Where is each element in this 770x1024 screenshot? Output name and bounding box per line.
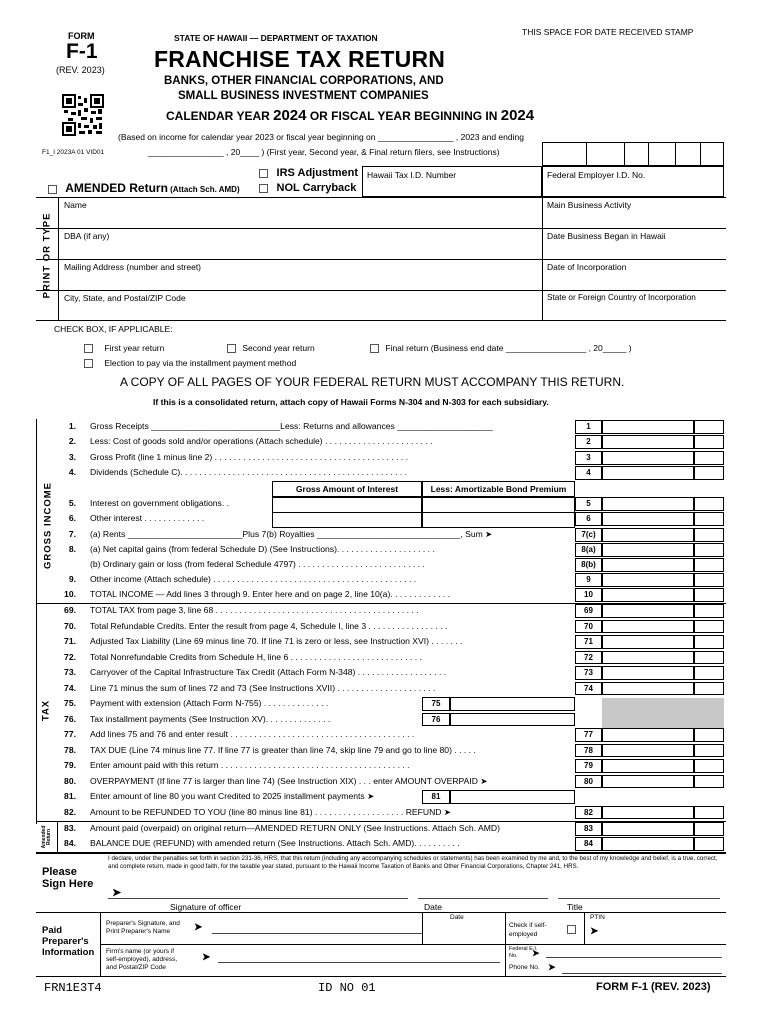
tax-section-label: TAX: [40, 699, 52, 722]
cents-input-3[interactable]: [694, 451, 724, 465]
irs-adjustment-option: [259, 167, 358, 179]
amount-input-71[interactable]: [602, 635, 694, 649]
amount-input-73[interactable]: [602, 666, 694, 680]
line-number: 71.: [64, 636, 76, 646]
final-return-label: Final return (Business end date _________________ , 20_____ ): [385, 343, 632, 353]
phone-label: Phone No.: [509, 964, 540, 971]
cents-input-8a[interactable]: [694, 543, 724, 557]
ptin-arrow-icon: ➤: [590, 926, 599, 937]
amount-input-80[interactable]: [602, 775, 694, 789]
preparer-signature-label: Preparer's Signature, and Print Preparer's Name: [106, 920, 180, 935]
based-on-line: (Based on income for calendar year 2023 or fiscal year beginning on ________________ , 2023 and ending: [118, 132, 524, 142]
amount-input-72[interactable]: [602, 651, 694, 665]
amended-return-option: [48, 181, 240, 195]
footer-id-no: ID NO 01: [318, 981, 376, 995]
amount-input-8a[interactable]: [602, 543, 694, 557]
cents-input-80[interactable]: [694, 775, 724, 789]
check-if-applicable-heading: CHECK BOX, IF APPLICABLE:: [54, 324, 173, 334]
line-number: 5.: [68, 498, 76, 508]
signature-date-line[interactable]: [418, 898, 548, 899]
cents-input-83[interactable]: [694, 822, 724, 836]
preparer-federal-ein-label: Federal E.I. No.: [509, 946, 538, 959]
final-return-option: [370, 343, 632, 353]
line-box-82: 82: [575, 806, 602, 820]
preparer-arrow-icon: ➤: [194, 922, 203, 933]
mailing-address-field[interactable]: [64, 262, 201, 272]
line-text: Other income (Attach schedule) . . . . . . . . . . . . . . . . . . . . . . . . . . . . . . . . . . . . . . . . . . .: [90, 574, 417, 584]
line-box-6: 6: [575, 512, 602, 526]
state-incorporation-field[interactable]: [547, 293, 696, 302]
form-label: FORM: [68, 31, 95, 41]
line-box-7c: 7(c): [575, 528, 602, 542]
line-number: 2.: [68, 436, 76, 446]
amount-input-1[interactable]: [602, 420, 694, 434]
date-incorporation-label: Date of Incorporation: [547, 262, 627, 272]
line-box-8b: 8(b): [575, 558, 602, 572]
cents-input-1[interactable]: [694, 420, 724, 434]
date-stamp-space: THIS SPACE FOR DATE RECEIVED STAMP: [522, 27, 694, 37]
line-box-8a: 8(a): [575, 543, 602, 557]
cents-input-69[interactable]: [694, 604, 724, 618]
irs-adjustment-label: IRS Adjustment: [276, 167, 359, 179]
line-box-77: 77: [575, 728, 602, 742]
fiscal-year: 2024: [500, 107, 535, 124]
line-text: (b) Ordinary gain or loss (from federal Schedule 4797) . . . . . . . . . . . . . . . . . . . . . . . . . . .: [90, 559, 425, 569]
cents-input-84[interactable]: [694, 837, 724, 851]
col-gross-interest: Gross Amount of Interest: [272, 481, 422, 497]
dba-label: DBA (if any): [64, 231, 110, 241]
amount-input-69[interactable]: [602, 604, 694, 618]
line-box-76: 76: [422, 713, 450, 727]
date-business-began-field[interactable]: [547, 231, 666, 241]
line-number: 72.: [64, 651, 76, 662]
line-number: 9.: [68, 574, 76, 584]
first-year-option: [84, 343, 164, 353]
sign-arrow-icon: ➤: [112, 887, 122, 899]
phone-line[interactable]: [562, 973, 722, 974]
fiscal-year-text: OR FISCAL YEAR BEGINNING IN: [306, 109, 501, 123]
amount-input-75[interactable]: [450, 697, 575, 711]
irs-adjustment-checkbox[interactable]: [259, 169, 268, 178]
amount-input-2[interactable]: [602, 435, 694, 449]
cents-input-2[interactable]: [694, 435, 724, 449]
nol-carryback-option: [259, 182, 356, 194]
line-text: (a) Rents ________________________Plus 7(b) Royalties ______________________________, Sum ➤: [90, 529, 493, 539]
amount-input-82[interactable]: [602, 806, 694, 820]
line-text: Interest on government obligations. .: [90, 498, 230, 508]
line-text: OVERPAYMENT (If line 77 is larger than line 74) (See Instruction XIX) . . . enter AMOUNT OVERPAID ➤: [90, 775, 488, 786]
amended-return-checkbox[interactable]: [48, 185, 57, 194]
cents-input-79[interactable]: [694, 759, 724, 773]
line-text: (a) Net capital gains (from federal Schedule D) (See Instructions). . . . . . . . . . . . . . . . . . . . .: [90, 544, 435, 554]
line-text: Enter amount paid with this return . . . . . . . . . . . . . . . . . . . . . . . . . . . . . . . . . . . . . . . .: [90, 760, 410, 770]
line-box-10: 10: [575, 588, 602, 602]
form-revision: (REV. 2023): [56, 65, 105, 75]
line-text: Total Nonrefundable Credits from Schedule H, line 6 . . . . . . . . . . . . . . . . . . . . . . . . . . . .: [90, 651, 422, 662]
preparer-signature-line[interactable]: [212, 933, 422, 934]
line-number: 82.: [64, 806, 76, 817]
cents-input-82[interactable]: [694, 806, 724, 820]
declaration-text: I declare, under the penalties set forth in section 231-36, HRS, that this return (including any accompanying schedules or statements) has been examined by me and, to the best of my knowledge and belief, is a true, correct, and complete return, made in good faith, for the taxable year stated, pursuant to the Hawaii Income Taxation of Banks and Other Financial Corporations, Chapter 241, HRS.: [108, 855, 718, 870]
second-year-label: Second year return: [242, 343, 315, 353]
amended-return-note: (Attach Sch. AMD): [170, 185, 240, 194]
line-number: 83.: [64, 823, 76, 833]
date-incorporation-field[interactable]: [547, 262, 626, 272]
qr-code: [62, 94, 104, 136]
main-business-field[interactable]: [547, 200, 631, 210]
amount-input-77[interactable]: [602, 728, 694, 742]
line-number: 84.: [64, 838, 76, 848]
amount-input-79[interactable]: [602, 759, 694, 773]
firm-name-line[interactable]: [218, 962, 500, 963]
election-label: Election to pay via the installment payment method: [104, 358, 297, 368]
agency-name: STATE OF HAWAII — DEPARTMENT OF TAXATION: [174, 33, 378, 43]
amount-input-76[interactable]: [450, 713, 575, 727]
name-field[interactable]: [64, 200, 87, 210]
cents-input-71[interactable]: [694, 635, 724, 649]
form-subtitle-2: SMALL BUSINESS INVESTMENT COMPANIES: [178, 90, 429, 102]
based-on-line-2: ________________ , 20____ ) (First year, Second year, & Final return filers, see Instructions): [148, 147, 500, 157]
nol-carryback-label: NOL Carryback: [276, 182, 357, 194]
line-text: Amount to be REFUNDED TO YOU (line 80 minus line 81) . . . . . . . . . . . . . . . . . . . REFUND ➤: [90, 806, 452, 817]
amount-input-5[interactable]: [602, 497, 694, 511]
cents-input-4[interactable]: [694, 466, 724, 480]
line-box-83: 83: [575, 822, 602, 836]
line-text: Gross Receipts ___________________________Less: Returns and allowances ____________________: [90, 421, 493, 431]
line-box-74: 74: [575, 682, 602, 696]
amount-input-74[interactable]: [602, 682, 694, 696]
city-state-zip-label: City, State, and Postal/ZIP Code: [64, 293, 186, 303]
line-box-78: 78: [575, 744, 602, 758]
signature-title-line[interactable]: [558, 898, 720, 899]
cents-input-9[interactable]: [694, 573, 724, 587]
signature-title-label: Title: [567, 902, 583, 912]
firm-name-label: Firm's name (or yours if self-employed), address, and Postal/ZIP Code: [106, 948, 178, 971]
line-text: TOTAL TAX from page 3, line 68 . . . . . . . . . . . . . . . . . . . . . . . . . . . . . . . . . . . . . . . . . . .: [90, 605, 419, 615]
line-box-81: 81: [422, 790, 450, 804]
line-number: 70.: [64, 620, 76, 631]
amount-input-3[interactable]: [602, 451, 694, 465]
line-text: Dividends (Schedule C). . . . . . . . . . . . . . . . . . . . . . . . . . . . . . . . . . . . . . . . . . . . . . . .: [90, 467, 408, 477]
city-state-zip-field[interactable]: [64, 293, 186, 303]
amount-input-6[interactable]: [602, 512, 694, 526]
cents-input-10[interactable]: [694, 588, 724, 602]
second-year-checkbox[interactable]: [227, 344, 236, 353]
line-text: Line 71 minus the sum of lines 72 and 73 (See Instructions XVII) . . . . . . . . . . . . . . . . . . . . .: [90, 682, 436, 693]
line-number: 7.: [68, 529, 76, 539]
line-number: 81.: [64, 791, 76, 801]
line-number: 6.: [68, 513, 76, 523]
preparer-ein-line[interactable]: [546, 957, 722, 958]
line-number: 79.: [64, 760, 76, 770]
state-incorporation-label: State or Foreign Country of Incorporation: [547, 293, 696, 302]
line-number: 3.: [68, 452, 76, 462]
line-box-80: 80: [575, 775, 602, 789]
line-box-5: 5: [575, 497, 602, 511]
cents-input-74[interactable]: [694, 682, 724, 696]
line-number: 73.: [64, 667, 76, 677]
line-box-84: 84: [575, 837, 602, 851]
signature-line[interactable]: [108, 898, 408, 899]
line-box-4: 4: [575, 466, 602, 480]
mailing-address-label: Mailing Address (number and street): [64, 262, 202, 272]
line-box-72: 72: [575, 651, 602, 665]
election-option: [84, 358, 296, 368]
form-number: F-1: [66, 40, 98, 63]
amended-section-label: Amended Return: [41, 825, 52, 849]
line-text: Gross Profit (line 1 minus line 2) . . . . . . . . . . . . . . . . . . . . . . . . . . . . . . . . . . . . . . . . .: [90, 452, 409, 462]
self-employed-checkbox[interactable]: [567, 925, 576, 934]
line-number: 80.: [64, 775, 76, 786]
final-return-checkbox[interactable]: [370, 344, 379, 353]
line-text: Add lines 75 and 76 and enter result . . . . . . . . . . . . . . . . . . . . . . . . . . . . . . . . . . . . . . .: [90, 729, 415, 739]
footer-form-rev: FORM F-1 (REV. 2023): [596, 981, 711, 993]
cents-input-70[interactable]: [694, 620, 724, 634]
cents-input-6[interactable]: [694, 512, 724, 526]
line-number: 4.: [68, 467, 76, 477]
amount-input-81[interactable]: [450, 790, 575, 804]
line-text: Adjusted Tax Liability (Line 69 minus line 70. If line 71 is zero or less, see Instruction XVI) . . . . . . .: [90, 636, 463, 646]
amount-input-9[interactable]: [602, 573, 694, 587]
line-text: BALANCE DUE (REFUND) with amended return (See Instructions. Attach Sch. AMD). . . . . . . . . .: [90, 838, 460, 848]
cents-input-5[interactable]: [694, 497, 724, 511]
line-box-1: 1: [575, 420, 602, 434]
line-text: Tax installment payments (See Instruction XV). . . . . . . . . . . . . .: [90, 713, 331, 724]
ein-arrow-icon: ➤: [532, 948, 540, 958]
line-box-79: 79: [575, 759, 602, 773]
consolidated-notice: If this is a consolidated return, attach copy of Hawaii Forms N-304 and N-303 for each subsidiary.: [153, 397, 549, 407]
cents-input-78[interactable]: [694, 744, 724, 758]
federal-ein-field[interactable]: [542, 166, 724, 197]
federal-ein-digit-boxes[interactable]: [542, 142, 724, 166]
dba-field[interactable]: [64, 231, 109, 241]
form-subtitle-1: BANKS, OTHER FINANCIAL CORPORATIONS, AND: [164, 75, 444, 87]
main-business-label: Main Business Activity: [547, 200, 632, 210]
line-text: TAX DUE (Line 74 minus line 77. If line 77 is greater than line 74, skip line 79 and go to line 80) . . . . .: [90, 744, 476, 755]
line-box-3: 3: [575, 451, 602, 465]
calendar-year-line: [166, 107, 534, 124]
amount-input-78[interactable]: [602, 744, 694, 758]
amended-return-label: AMENDED Return: [65, 181, 168, 195]
line-box-73: 73: [575, 666, 602, 680]
line-text: Less: Cost of goods sold and/or operations (Attach schedule) . . . . . . . . . . . . . . . . . . . . . . .: [90, 436, 433, 446]
line-number: 8.: [68, 544, 76, 554]
line-number: 77.: [64, 729, 76, 739]
amount-input-83[interactable]: [602, 822, 694, 836]
phone-arrow-icon: ➤: [548, 962, 556, 972]
gross-income-label: GROSS INCOME: [42, 482, 54, 569]
line-text: TOTAL INCOME — Add lines 3 through 9. Enter here and on page 2, line 10(a). . . . . . . . . . . . .: [90, 589, 451, 599]
amount-input-8b[interactable]: [602, 558, 694, 572]
line-text: Total Refundable Credits. Enter the result from page 4, Schedule I, line 3 . . . . . . . . . . . . . . . . .: [90, 620, 448, 631]
election-checkbox[interactable]: [84, 359, 93, 368]
line-number: 75.: [64, 698, 76, 708]
line-text: Payment with extension (Attach Form N-755) . . . . . . . . . . . . . .: [90, 698, 329, 708]
interest-premium-inputs[interactable]: [422, 497, 575, 528]
hawaii-tax-id-field[interactable]: [362, 166, 542, 197]
line-number: 74.: [64, 682, 76, 693]
calendar-year: 2024: [273, 107, 307, 124]
first-year-label: First year return: [104, 343, 165, 353]
line-box-75: 75: [422, 697, 450, 711]
cents-input-8b[interactable]: [694, 558, 724, 572]
cents-input-7c[interactable]: [694, 528, 724, 542]
calendar-year-prefix: CALENDAR YEAR: [166, 109, 274, 123]
line-box-2: 2: [575, 435, 602, 449]
line-box-71: 71: [575, 635, 602, 649]
line-box-70: 70: [575, 620, 602, 634]
form-code: F1_I 2023A 01 VID01: [42, 149, 105, 156]
footer-code: FRN1E3T4: [44, 981, 102, 995]
please-sign-here: Please Sign Here: [42, 866, 94, 890]
preparer-date-label: Date: [450, 914, 464, 921]
col-amortizable: Less: Amortizable Bond Premium: [422, 481, 575, 497]
second-year-option: [227, 343, 315, 353]
date-business-began-label: Date Business Began in Hawaii: [547, 231, 666, 241]
ptin-label: PTIN: [590, 914, 605, 921]
amount-input-10[interactable]: [602, 588, 694, 602]
amended-label-box: [38, 822, 56, 852]
hawaii-tax-id-label: Hawaii Tax I.D. Number: [367, 170, 457, 180]
line-text: Enter amount of line 80 you want Credited to 2025 installment payments ➤: [90, 791, 375, 801]
signature-officer-label: Signature of officer: [170, 902, 242, 912]
self-employed-label: Check if self-employed: [509, 922, 547, 938]
name-label: Name: [64, 200, 87, 210]
signature-date-label: Date: [424, 902, 442, 912]
copy-notice: A COPY OF ALL PAGES OF YOUR FEDERAL RETURN MUST ACCOMPANY THIS RETURN.: [120, 375, 625, 389]
cents-input-72[interactable]: [694, 651, 724, 665]
federal-ein-label: Federal Employer I.D. No.: [547, 170, 646, 180]
line-number: 76.: [64, 713, 76, 724]
amount-input-70[interactable]: [602, 620, 694, 634]
form-title: FRANCHISE TAX RETURN: [154, 46, 446, 72]
firm-arrow-icon: ➤: [202, 952, 211, 963]
first-year-checkbox[interactable]: [84, 344, 93, 353]
line-box-9: 9: [575, 573, 602, 587]
line-number: 69.: [64, 605, 76, 615]
line-text: Other interest . . . . . . . . . . . . .: [90, 513, 205, 523]
paid-preparer-heading: Paid Preparer's Information: [42, 925, 95, 958]
cents-input-73[interactable]: [694, 666, 724, 680]
line-text: Amount paid (overpaid) on original return—AMENDED RETURN ONLY (See Instructions. Attach Sch. AMD): [90, 823, 500, 833]
shaded-area-75-76: [602, 698, 724, 728]
amount-input-7c[interactable]: [602, 528, 694, 542]
line-number: 10.: [64, 589, 76, 599]
cents-input-77[interactable]: [694, 728, 724, 742]
amount-input-84[interactable]: [602, 837, 694, 851]
print-or-type-label: PRINT OR TYPE: [41, 212, 53, 299]
line-number: 78.: [64, 744, 76, 755]
amount-input-4[interactable]: [602, 466, 694, 480]
line-box-69: 69: [575, 604, 602, 618]
nol-carryback-checkbox[interactable]: [259, 184, 268, 193]
line-number: 1.: [68, 421, 76, 431]
line-text: Carryover of the Capital Infrastructure Tax Credit (Attach Form N-348) . . . . . . . . . . . . . . . . . . .: [90, 667, 447, 677]
